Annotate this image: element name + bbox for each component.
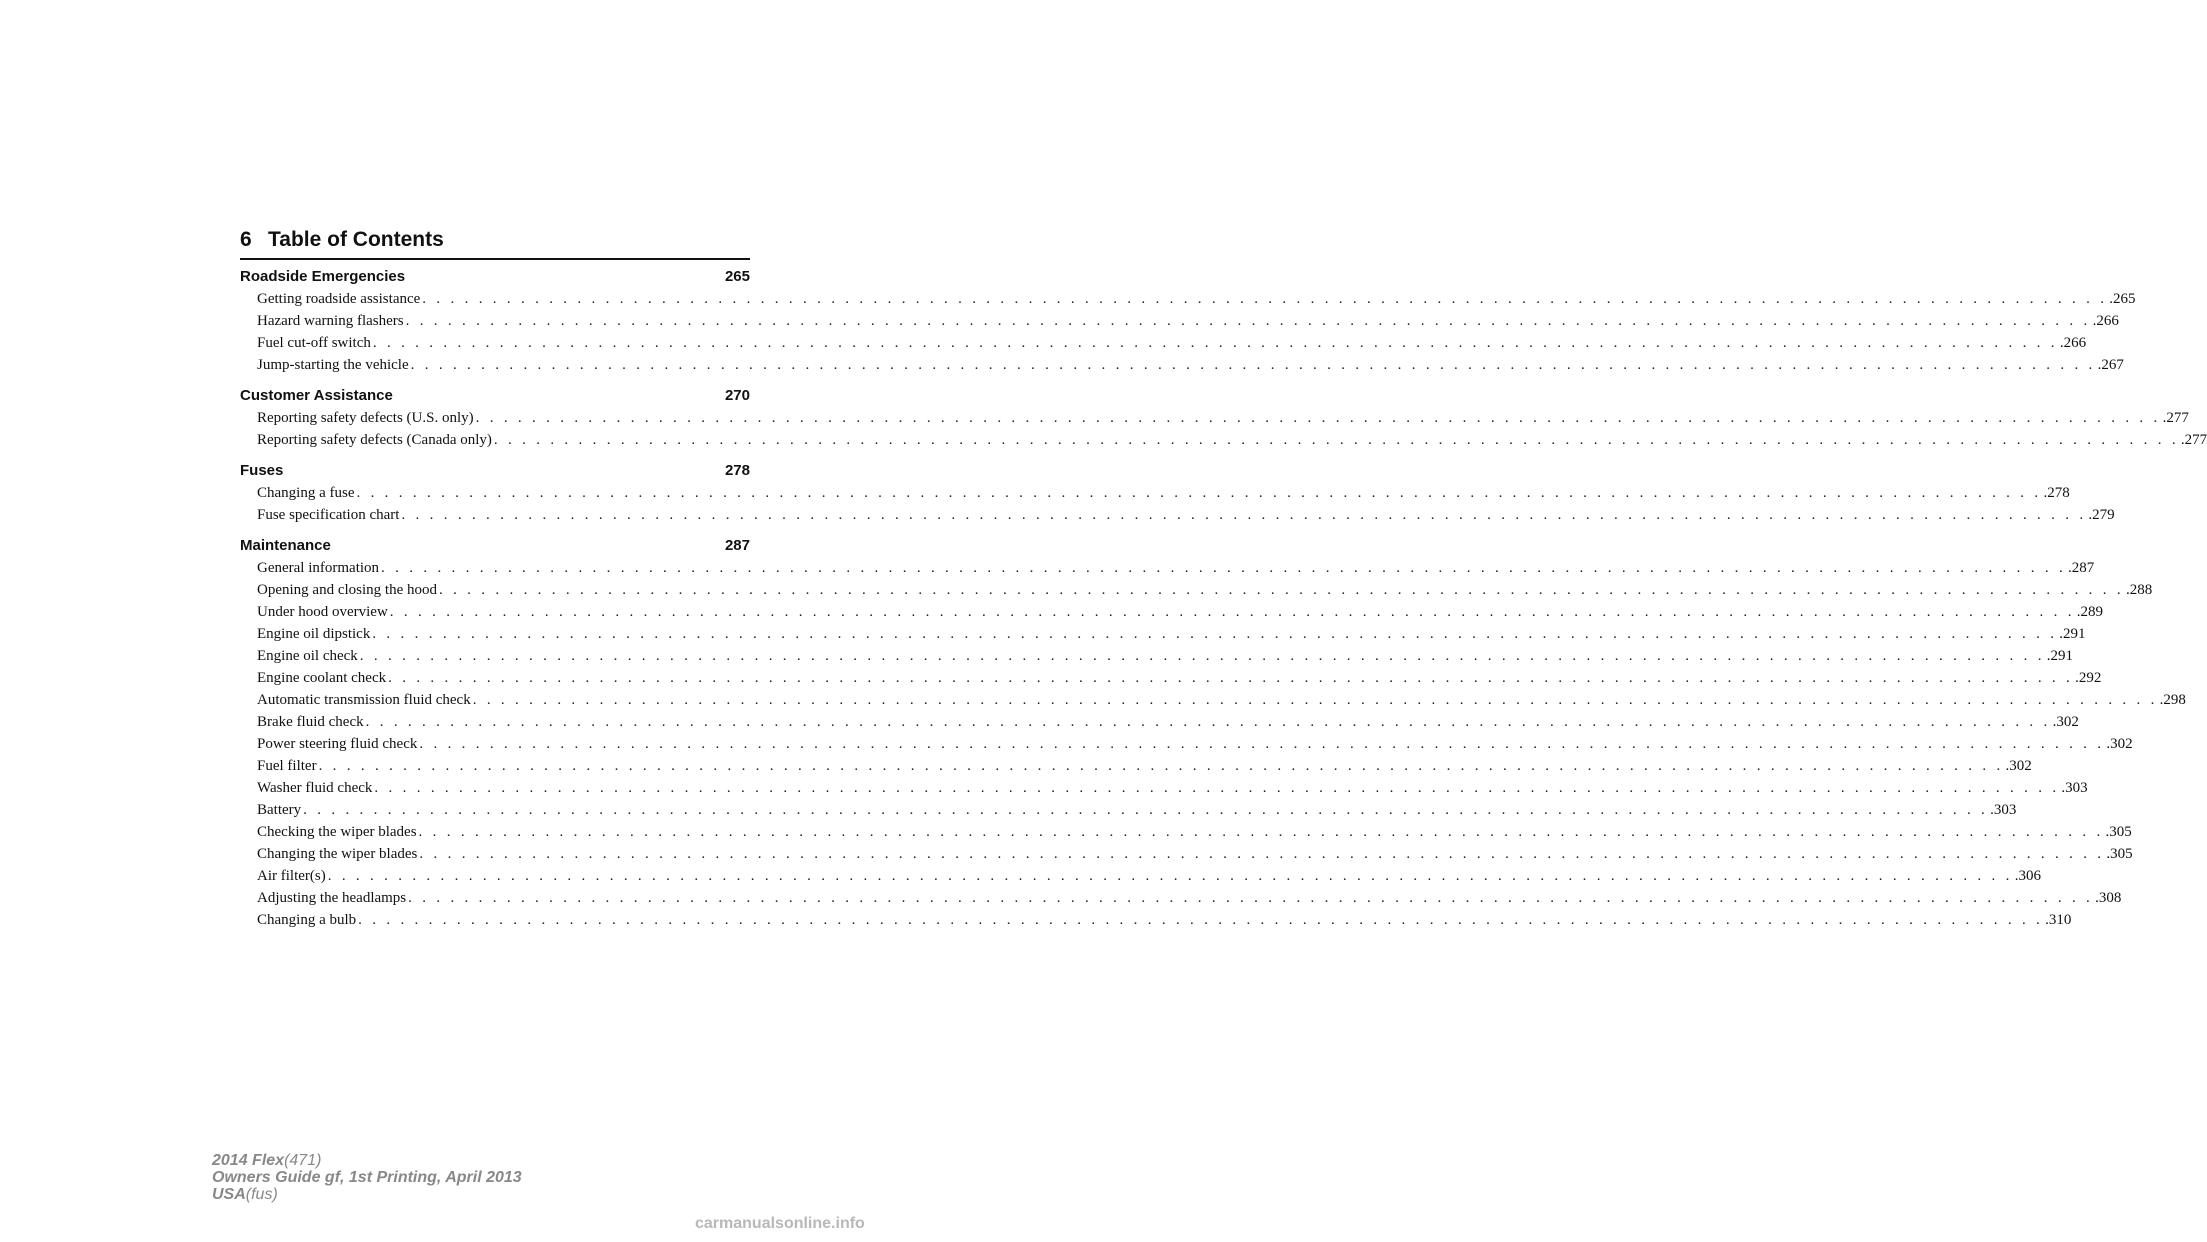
- entry-page: .306: [2014, 868, 2041, 884]
- document-footer: [212, 1152, 632, 1203]
- toc-entry[interactable]: [240, 310, 2119, 332]
- dot-leader: . . . . . . . . . . . . . . . . . . . . . . . . . . . . . . . . . . . . . . . . . . . . . . . . . . . . . . . . . . . . . . . . . . . . . . . . . . . . . . . . . . . . . . . . . . . . . . . . . . . . . . . . . . . . . . . . . . . . . . . .: [327, 868, 2013, 884]
- toc-entry[interactable]: [240, 482, 2070, 504]
- footer-line-1: 2014 Flex(471): [212, 1152, 322, 1169]
- toc-entry[interactable]: [240, 667, 2102, 689]
- entry-title: Under hood overview: [257, 604, 388, 620]
- dot-leader: . . . . . . . . . . . . . . . . . . . . . . . . . . . . . . . . . . . . . . . . . . . . . . . . . . . . . . . . . . . . . . . . . . . . . . . . . . . . . . . . . . . . . . . . . . . . . . . . . . . . . . . . . . . . . . . . . . . . . . . .: [374, 780, 2060, 796]
- toc-entry[interactable]: [240, 579, 2153, 601]
- entry-title: Changing a bulb: [257, 912, 357, 928]
- entry-page: .279: [2088, 507, 2115, 523]
- section-title: Customer Assistance: [240, 387, 393, 404]
- section-page: 270: [724, 387, 750, 404]
- dot-leader: . . . . . . . . . . . . . . . . . . . . . . . . . . . . . . . . . . . . . . . . . . . . . . . . . . . . . . . . . . . . . . . . . . . . . . . . . . . . . . . . . . . . . . . . . . . . . . . . . . . . . . . . . . . . . . . . . . . . . . . .: [493, 432, 2179, 448]
- toc-section: [240, 385, 2207, 451]
- toc-section-heading[interactable]: [240, 385, 750, 407]
- toc-entry[interactable]: [240, 733, 2133, 755]
- dot-leader: . . . . . . . . . . . . . . . . . . . . . . . . . . . . . . . . . . . . . . . . . . . . . . . . . . . . . . . . . . . . . . . . . . . . . . . . . . . . . . . . . . . . . . . . . . . . . . . . . . . . . . . . . . . . . . . . . . . . . . . .: [365, 714, 2051, 730]
- entry-page: .302: [2052, 714, 2079, 730]
- section-page: 287: [724, 537, 750, 554]
- section-page: 265: [724, 268, 750, 285]
- toc-entry[interactable]: [240, 645, 2073, 667]
- entry-page: .277: [2180, 432, 2207, 448]
- entry-title: General information: [257, 560, 380, 576]
- toc-entry[interactable]: [240, 799, 2017, 821]
- entry-page: .302: [2106, 736, 2133, 752]
- entry-title: Reporting safety defects (Canada only): [257, 432, 492, 448]
- toc-entry[interactable]: [240, 909, 2072, 931]
- entry-title: Opening and closing the hood: [257, 582, 437, 598]
- dot-leader: . . . . . . . . . . . . . . . . . . . . . . . . . . . . . . . . . . . . . . . . . . . . . . . . . . . . . . . . . . . . . . . . . . . . . . . . . . . . . . . . . . . . . . . . . . . . . . . . . . . . . . . . . . . . . . . . . . . . . . . .: [359, 648, 2045, 664]
- dot-leader: . . . . . . . . . . . . . . . . . . . . . . . . . . . . . . . . . . . . . . . . . . . . . . . . . . . . . . . . . . . . . . . . . . . . . . . . . . . . . . . . . . . . . . . . . . . . . . . . . . . . . . . . . . . . . . . . . . . . . . . .: [472, 692, 2158, 708]
- toc-entry[interactable]: [240, 601, 2103, 623]
- toc-entry[interactable]: [240, 288, 2136, 310]
- toc-entry[interactable]: [240, 711, 2079, 733]
- toc-entry[interactable]: [240, 332, 2087, 354]
- toc-entry[interactable]: [240, 557, 2095, 579]
- entry-title: Air filter(s): [257, 868, 326, 884]
- toc-section: [240, 535, 2186, 931]
- toc-entry[interactable]: [240, 821, 2132, 843]
- dot-leader: . . . . . . . . . . . . . . . . . . . . . . . . . . . . . . . . . . . . . . . . . . . . . . . . . . . . . . . . . . . . . . . . . . . . . . . . . . . . . . . . . . . . . . . . . . . . . . . . . . . . . . . . . . . . . . . . . . . . . . . .: [419, 846, 2105, 862]
- entry-title: Changing a fuse: [257, 485, 355, 501]
- dot-leader: . . . . . . . . . . . . . . . . . . . . . . . . . . . . . . . . . . . . . . . . . . . . . . . . . . . . . . . . . . . . . . . . . . . . . . . . . . . . . . . . . . . . . . . . . . . . . . . . . . . . . . . . . . . . . . . . . . . . . . . .: [372, 626, 2058, 642]
- entry-page: .291: [2046, 648, 2073, 664]
- page-number: 6: [240, 228, 252, 251]
- dot-leader: . . . . . . . . . . . . . . . . . . . . . . . . . . . . . . . . . . . . . . . . . . . . . . . . . . . . . . . . . . . . . . . . . . . . . . . . . . . . . . . . . . . . . . . . . . . . . . . . . . . . . . . . . . . . . . . . . . . . . . . .: [410, 357, 2096, 373]
- entry-page: .289: [2076, 604, 2103, 620]
- toc-entry[interactable]: [240, 429, 2207, 451]
- entry-page: .265: [2109, 291, 2136, 307]
- entry-page: .278: [2043, 485, 2070, 501]
- toc-section: [240, 460, 2115, 526]
- dot-leader: . . . . . . . . . . . . . . . . . . . . . . . . . . . . . . . . . . . . . . . . . . . . . . . . . . . . . . . . . . . . . . . . . . . . . . . . . . . . . . . . . . . . . . . . . . . . . . . . . . . . . . . . . . . . . . . . . . . . . . . .: [389, 604, 2075, 620]
- dot-leader: . . . . . . . . . . . . . . . . . . . . . . . . . . . . . . . . . . . . . . . . . . . . . . . . . . . . . . . . . . . . . . . . . . . . . . . . . . . . . . . . . . . . . . . . . . . . . . . . . . . . . . . . . . . . . . . . . . . . . . . .: [318, 758, 2004, 774]
- footer-line-2: Owners Guide gf, 1st Printing, April 2013: [212, 1169, 522, 1186]
- entry-page: .267: [2097, 357, 2124, 373]
- watermark: carmanualsonline.info: [695, 1215, 865, 1232]
- entry-page: .298: [2159, 692, 2186, 708]
- entry-title: Reporting safety defects (U.S. only): [257, 410, 474, 426]
- header-divider: [240, 258, 750, 260]
- toc-entry[interactable]: [240, 865, 2041, 887]
- entry-title: Changing the wiper blades: [257, 846, 418, 862]
- entry-title: Hazard warning flashers: [257, 313, 404, 329]
- dot-leader: . . . . . . . . . . . . . . . . . . . . . . . . . . . . . . . . . . . . . . . . . . . . . . . . . . . . . . . . . . . . . . . . . . . . . . . . . . . . . . . . . . . . . . . . . . . . . . . . . . . . . . . . . . . . . . . . . . . . . . . .: [372, 335, 2058, 351]
- dot-leader: . . . . . . . . . . . . . . . . . . . . . . . . . . . . . . . . . . . . . . . . . . . . . . . . . . . . . . . . . . . . . . . . . . . . . . . . . . . . . . . . . . . . . . . . . . . . . . . . . . . . . . . . . . . . . . . . . . . . . . . .: [381, 560, 2066, 576]
- page-title: Table of Contents: [268, 228, 444, 251]
- footer-line-3: USA(fus): [212, 1186, 278, 1203]
- entry-page: .291: [2059, 626, 2086, 642]
- entry-page: .305: [2106, 846, 2133, 862]
- entry-page: .266: [2059, 335, 2087, 351]
- dot-leader: . . . . . . . . . . . . . . . . . . . . . . . . . . . . . . . . . . . . . . . . . . . . . . . . . . . . . . . . . . . . . . . . . . . . . . . . . . . . . . . . . . . . . . . . . . . . . . . . . . . . . . . . . . . . . . . . . . . . . . . .: [418, 824, 2104, 840]
- dot-leader: . . . . . . . . . . . . . . . . . . . . . . . . . . . . . . . . . . . . . . . . . . . . . . . . . . . . . . . . . . . . . . . . . . . . . . . . . . . . . . . . . . . . . . . . . . . . . . . . . . . . . . . . . . . . . . . . . . . . . . . .: [303, 802, 1989, 818]
- entry-page: .303: [1990, 802, 2017, 818]
- toc-entry[interactable]: [240, 504, 2115, 526]
- entry-title: Adjusting the headlamps: [257, 890, 407, 906]
- toc-entry[interactable]: [240, 755, 2032, 777]
- entry-page: .288: [2125, 582, 2153, 598]
- entry-page: .292: [2075, 670, 2102, 686]
- entry-title: Getting roadside assistance: [257, 291, 421, 307]
- entry-page: .305: [2105, 824, 2132, 840]
- dot-leader: . . . . . . . . . . . . . . . . . . . . . . . . . . . . . . . . . . . . . . . . . . . . . . . . . . . . . . . . . . . . . . . . . . . . . . . . . . . . . . . . . . . . . . . . . . . . . . . . . . . . . . . . . . . . . . . . . . . . . . . .: [358, 912, 2044, 928]
- entry-page: .287: [2068, 560, 2095, 576]
- entry-title: Brake fluid check: [257, 714, 364, 730]
- toc-section: [240, 266, 2136, 376]
- section-page: 278: [724, 462, 750, 479]
- dot-leader: . . . . . . . . . . . . . . . . . . . . . . . . . . . . . . . . . . . . . . . . . . . . . . . . . . . . . . . . . . . . . . . . . . . . . . . . . . . . . . . . . . . . . . . . . . . . . . . . . . . . . . . . . . . . . . . . . . . . . . . .: [401, 507, 2087, 523]
- entry-title: Battery: [257, 802, 302, 818]
- entry-title: Fuel filter: [257, 758, 317, 774]
- toc-entry[interactable]: [240, 689, 2186, 711]
- entry-title: Engine oil dipstick: [257, 626, 371, 642]
- toc-entry[interactable]: [240, 354, 2124, 376]
- section-title: Maintenance: [240, 537, 331, 554]
- entry-page: .277: [2162, 410, 2189, 426]
- toc-entry[interactable]: [240, 843, 2133, 865]
- toc-section-heading[interactable]: [240, 266, 750, 288]
- dot-leader: . . . . . . . . . . . . . . . . . . . . . . . . . . . . . . . . . . . . . . . . . . . . . . . . . . . . . . . . . . . . . . . . . . . . . . . . . . . . . . . . . . . . . . . . . . . . . . . . . . . . . . . . . . . . . . . . . . . . . . . .: [408, 890, 2094, 906]
- toc-entry[interactable]: [240, 407, 2189, 429]
- entry-page: .310: [2045, 912, 2072, 928]
- toc-entry[interactable]: [240, 777, 2088, 799]
- entry-title: Jump-starting the vehicle: [257, 357, 409, 373]
- section-title: Fuses: [240, 462, 284, 479]
- entry-title: Washer fluid check: [257, 780, 373, 796]
- toc-section-heading[interactable]: [240, 535, 750, 557]
- dot-leader: . . . . . . . . . . . . . . . . . . . . . . . . . . . . . . . . . . . . . . . . . . . . . . . . . . . . . . . . . . . . . . . . . . . . . . . . . . . . . . . . . . . . . . . . . . . . . . . . . . . . . . . . . . . . . . . . . . . . . . . .: [356, 485, 2042, 501]
- page-header: [240, 228, 750, 260]
- dot-leader: . . . . . . . . . . . . . . . . . . . . . . . . . . . . . . . . . . . . . . . . . . . . . . . . . . . . . . . . . . . . . . . . . . . . . . . . . . . . . . . . . . . . . . . . . . . . . . . . . . . . . . . . . . . . . . . . . . . . . . . .: [388, 670, 2074, 686]
- entry-title: Power steering fluid check: [257, 736, 418, 752]
- dot-leader: . . . . . . . . . . . . . . . . . . . . . . . . . . . . . . . . . . . . . . . . . . . . . . . . . . . . . . . . . . . . . . . . . . . . . . . . . . . . . . . . . . . . . . . . . . . . . . . . . . . . . . . . . . . . . . . . . . . . . . . .: [438, 582, 2124, 598]
- entry-title: Engine oil check: [257, 648, 358, 664]
- dot-leader: . . . . . . . . . . . . . . . . . . . . . . . . . . . . . . . . . . . . . . . . . . . . . . . . . . . . . . . . . . . . . . . . . . . . . . . . . . . . . . . . . . . . . . . . . . . . . . . . . . . . . . . . . . . . . . . . . . . . . . . .: [475, 410, 2161, 426]
- entry-page: .308: [2095, 890, 2122, 906]
- toc-entry[interactable]: [240, 887, 2122, 909]
- toc-entry[interactable]: [240, 623, 2086, 645]
- entry-title: Automatic transmission fluid check: [257, 692, 471, 708]
- entry-title: Fuel cut-off switch: [257, 335, 371, 351]
- dot-leader: . . . . . . . . . . . . . . . . . . . . . . . . . . . . . . . . . . . . . . . . . . . . . . . . . . . . . . . . . . . . . . . . . . . . . . . . . . . . . . . . . . . . . . . . . . . . . . . . . . . . . . . . . . . . . . . . . . . . . . . .: [405, 313, 2091, 329]
- toc-section-heading[interactable]: [240, 460, 750, 482]
- dot-leader: . . . . . . . . . . . . . . . . . . . . . . . . . . . . . . . . . . . . . . . . . . . . . . . . . . . . . . . . . . . . . . . . . . . . . . . . . . . . . . . . . . . . . . . . . . . . . . . . . . . . . . . . . . . . . . . . . . . . . . . .: [422, 291, 2108, 307]
- dot-leader: . . . . . . . . . . . . . . . . . . . . . . . . . . . . . . . . . . . . . . . . . . . . . . . . . . . . . . . . . . . . . . . . . . . . . . . . . . . . . . . . . . . . . . . . . . . . . . . . . . . . . . . . . . . . . . . . . . . . . . . .: [419, 736, 2105, 752]
- entry-title: Engine coolant check: [257, 670, 387, 686]
- table-of-contents: [240, 266, 2207, 940]
- entry-page: .266: [2092, 313, 2119, 329]
- entry-page: .303: [2061, 780, 2088, 796]
- section-title: Roadside Emergencies: [240, 268, 406, 285]
- entry-title: Fuse specification chart: [257, 507, 400, 523]
- entry-title: Checking the wiper blades: [257, 824, 417, 840]
- entry-page: .302: [2005, 758, 2032, 774]
